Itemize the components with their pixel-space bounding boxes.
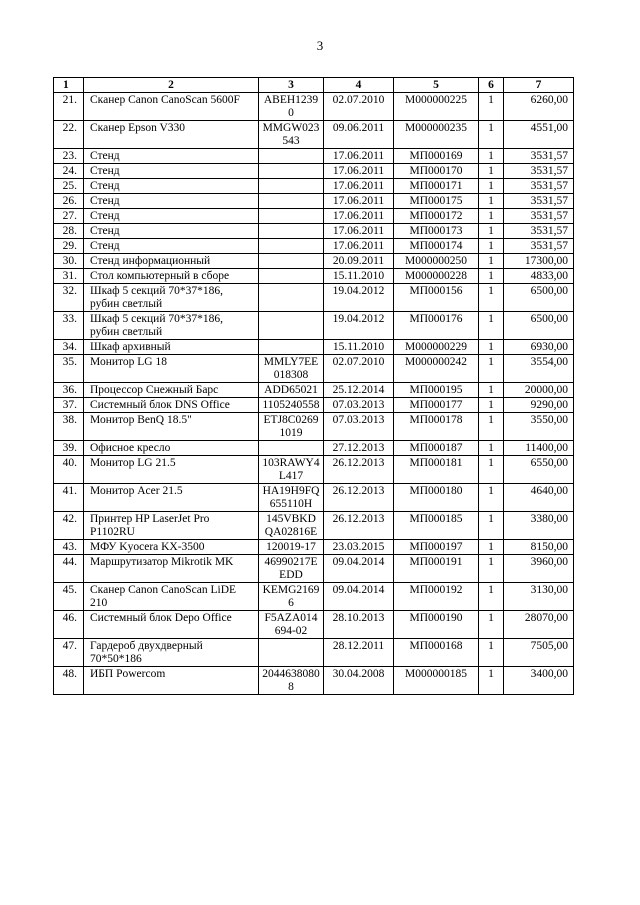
serial-number: MMGW023543 xyxy=(259,121,324,149)
table-row xyxy=(54,456,574,484)
item-name: Системный блок Depo Office xyxy=(84,611,259,639)
item-name: Стенд xyxy=(84,179,259,194)
inventory-code: МП000197 xyxy=(394,540,479,555)
quantity: 1 xyxy=(479,667,504,695)
serial-number: 120019-17 xyxy=(259,540,324,555)
item-name: Сканер Canon CanoScan LiDE 210 xyxy=(84,583,259,611)
quantity: 1 xyxy=(479,164,504,179)
row-number: 23. xyxy=(54,149,84,164)
table-row xyxy=(54,340,574,355)
inventory-code: М000000242 xyxy=(394,355,479,383)
acquisition-date: 30.04.2008 xyxy=(324,667,394,695)
inventory-code: МП000195 xyxy=(394,383,479,398)
item-name: Шкаф 5 секций 70*37*186, рубин светлый xyxy=(84,312,259,340)
acquisition-date: 07.03.2013 xyxy=(324,398,394,413)
inventory-code: МП000170 xyxy=(394,164,479,179)
serial-number: 20446380808 xyxy=(259,667,324,695)
price: 6500,00 xyxy=(504,284,574,312)
quantity: 1 xyxy=(479,121,504,149)
table-row xyxy=(54,441,574,456)
price: 3531,57 xyxy=(504,179,574,194)
column-header: 1 xyxy=(54,78,84,93)
row-number: 41. xyxy=(54,484,84,512)
serial-number: 145VBKDQA02816E xyxy=(259,512,324,540)
serial-number: 1105240558 xyxy=(259,398,324,413)
acquisition-date: 28.12.2011 xyxy=(324,639,394,667)
page-number: 3 xyxy=(316,38,324,53)
serial-number: ETJ8C02691019 xyxy=(259,413,324,441)
row-number: 34. xyxy=(54,340,84,355)
inventory-code: М000000228 xyxy=(394,269,479,284)
quantity: 1 xyxy=(479,239,504,254)
row-number: 26. xyxy=(54,194,84,209)
inventory-code: МП000168 xyxy=(394,639,479,667)
table-row xyxy=(54,611,574,639)
quantity: 1 xyxy=(479,269,504,284)
price: 3531,57 xyxy=(504,194,574,209)
inventory-code: М000000235 xyxy=(394,121,479,149)
column-header: 2 xyxy=(84,78,259,93)
price: 28070,00 xyxy=(504,611,574,639)
acquisition-date: 26.12.2013 xyxy=(324,512,394,540)
quantity: 1 xyxy=(479,611,504,639)
item-name: Маршрутизатор Mikrotik MK xyxy=(84,555,259,583)
table-row xyxy=(54,484,574,512)
table-row xyxy=(54,540,574,555)
serial-number xyxy=(259,269,324,284)
column-header: 6 xyxy=(479,78,504,93)
price: 11400,00 xyxy=(504,441,574,456)
serial-number: KEMG21696 xyxy=(259,583,324,611)
item-name: Сканер Canon CanoScan 5600F xyxy=(84,93,259,121)
acquisition-date: 17.06.2011 xyxy=(324,224,394,239)
price: 3531,57 xyxy=(504,209,574,224)
quantity: 1 xyxy=(479,340,504,355)
price: 9290,00 xyxy=(504,398,574,413)
price: 3531,57 xyxy=(504,224,574,239)
item-name: Стенд xyxy=(84,149,259,164)
row-number: 45. xyxy=(54,583,84,611)
inventory-code: МП000173 xyxy=(394,224,479,239)
quantity: 1 xyxy=(479,149,504,164)
quantity: 1 xyxy=(479,540,504,555)
table-row xyxy=(54,164,574,179)
inventory-code: М000000229 xyxy=(394,340,479,355)
row-number: 42. xyxy=(54,512,84,540)
inventory-code: МП000176 xyxy=(394,312,479,340)
quantity: 1 xyxy=(479,194,504,209)
price: 3400,00 xyxy=(504,667,574,695)
serial-number: ABEH12390 xyxy=(259,93,324,121)
row-number: 43. xyxy=(54,540,84,555)
inventory-code: МП000185 xyxy=(394,512,479,540)
serial-number xyxy=(259,254,324,269)
item-name: Шкаф архивный xyxy=(84,340,259,355)
row-number: 28. xyxy=(54,224,84,239)
serial-number xyxy=(259,312,324,340)
table-row xyxy=(54,512,574,540)
table-row xyxy=(54,355,574,383)
table-row xyxy=(54,583,574,611)
price: 7505,00 xyxy=(504,639,574,667)
table-row xyxy=(54,639,574,667)
quantity: 1 xyxy=(479,413,504,441)
serial-number xyxy=(259,224,324,239)
price: 6550,00 xyxy=(504,456,574,484)
quantity: 1 xyxy=(479,441,504,456)
table-row xyxy=(54,555,574,583)
serial-number: F5AZA014694-02 xyxy=(259,611,324,639)
serial-number xyxy=(259,441,324,456)
price: 3960,00 xyxy=(504,555,574,583)
table-row xyxy=(54,194,574,209)
serial-number xyxy=(259,209,324,224)
table-row xyxy=(54,149,574,164)
table-row xyxy=(54,312,574,340)
table-row xyxy=(54,239,574,254)
quantity: 1 xyxy=(479,209,504,224)
item-name: Стенд xyxy=(84,194,259,209)
serial-number: 103RAWY4L417 xyxy=(259,456,324,484)
quantity: 1 xyxy=(479,254,504,269)
inventory-code: МП000171 xyxy=(394,179,479,194)
price: 4640,00 xyxy=(504,484,574,512)
inventory-code: МП000187 xyxy=(394,441,479,456)
row-number: 48. xyxy=(54,667,84,695)
item-name: Системный блок DNS Office xyxy=(84,398,259,413)
row-number: 47. xyxy=(54,639,84,667)
item-name: Монитор LG 21.5 xyxy=(84,456,259,484)
serial-number xyxy=(259,194,324,209)
item-name: Стенд xyxy=(84,164,259,179)
acquisition-date: 02.07.2010 xyxy=(324,93,394,121)
quantity: 1 xyxy=(479,456,504,484)
row-number: 37. xyxy=(54,398,84,413)
inventory-table xyxy=(53,77,574,695)
row-number: 22. xyxy=(54,121,84,149)
inventory-code: МП000169 xyxy=(394,149,479,164)
acquisition-date: 23.03.2015 xyxy=(324,540,394,555)
price: 3531,57 xyxy=(504,239,574,254)
inventory-code: МП000172 xyxy=(394,209,479,224)
serial-number: 46990217EEDD xyxy=(259,555,324,583)
item-name: Процессор Снежный Барс xyxy=(84,383,259,398)
acquisition-date: 17.06.2011 xyxy=(324,209,394,224)
item-name: Стенд xyxy=(84,224,259,239)
serial-number xyxy=(259,284,324,312)
table-row xyxy=(54,179,574,194)
table-row xyxy=(54,284,574,312)
serial-number xyxy=(259,179,324,194)
price: 8150,00 xyxy=(504,540,574,555)
acquisition-date: 25.12.2014 xyxy=(324,383,394,398)
row-number: 44. xyxy=(54,555,84,583)
table-row xyxy=(54,383,574,398)
price: 6930,00 xyxy=(504,340,574,355)
price: 17300,00 xyxy=(504,254,574,269)
table-row xyxy=(54,398,574,413)
quantity: 1 xyxy=(479,284,504,312)
row-number: 35. xyxy=(54,355,84,383)
acquisition-date: 26.12.2013 xyxy=(324,456,394,484)
acquisition-date: 17.06.2011 xyxy=(324,239,394,254)
item-name: Монитор LG 18 xyxy=(84,355,259,383)
item-name: Гардероб двухдверный 70*50*186 xyxy=(84,639,259,667)
serial-number: HA19H9FQ655110H xyxy=(259,484,324,512)
inventory-code: МП000192 xyxy=(394,583,479,611)
table-row xyxy=(54,269,574,284)
acquisition-date: 20.09.2011 xyxy=(324,254,394,269)
inventory-code: МП000177 xyxy=(394,398,479,413)
acquisition-date: 28.10.2013 xyxy=(324,611,394,639)
serial-number: ADD65021 xyxy=(259,383,324,398)
table-row xyxy=(54,254,574,269)
quantity: 1 xyxy=(479,639,504,667)
column-header: 3 xyxy=(259,78,324,93)
price: 3531,57 xyxy=(504,164,574,179)
acquisition-date: 02.07.2010 xyxy=(324,355,394,383)
item-name: ИБП Powercom xyxy=(84,667,259,695)
item-name: Шкаф 5 секций 70*37*186, рубин светлый xyxy=(84,284,259,312)
price: 3130,00 xyxy=(504,583,574,611)
serial-number xyxy=(259,164,324,179)
row-number: 32. xyxy=(54,284,84,312)
serial-number xyxy=(259,239,324,254)
acquisition-date: 19.04.2012 xyxy=(324,284,394,312)
quantity: 1 xyxy=(479,484,504,512)
inventory-code: МП000191 xyxy=(394,555,479,583)
acquisition-date: 09.06.2011 xyxy=(324,121,394,149)
inventory-code: М000000225 xyxy=(394,93,479,121)
inventory-code: МП000190 xyxy=(394,611,479,639)
table-row xyxy=(54,93,574,121)
row-number: 46. xyxy=(54,611,84,639)
item-name: Монитор BenQ 18.5" xyxy=(84,413,259,441)
inventory-code: МП000180 xyxy=(394,484,479,512)
table-header-row xyxy=(54,78,574,93)
inventory-code: МП000178 xyxy=(394,413,479,441)
price: 6500,00 xyxy=(504,312,574,340)
serial-number xyxy=(259,149,324,164)
item-name: Сканер Epson V330 xyxy=(84,121,259,149)
serial-number: MMLY7EE018308 xyxy=(259,355,324,383)
table-row xyxy=(54,413,574,441)
acquisition-date: 17.06.2011 xyxy=(324,149,394,164)
quantity: 1 xyxy=(479,312,504,340)
serial-number xyxy=(259,340,324,355)
row-number: 31. xyxy=(54,269,84,284)
row-number: 39. xyxy=(54,441,84,456)
acquisition-date: 09.04.2014 xyxy=(324,583,394,611)
inventory-code: МП000181 xyxy=(394,456,479,484)
item-name: Стенд xyxy=(84,209,259,224)
table-row xyxy=(54,224,574,239)
acquisition-date: 19.04.2012 xyxy=(324,312,394,340)
table-row xyxy=(54,121,574,149)
acquisition-date: 09.04.2014 xyxy=(324,555,394,583)
column-header: 4 xyxy=(324,78,394,93)
item-name: МФУ Kyocera KX-3500 xyxy=(84,540,259,555)
acquisition-date: 26.12.2013 xyxy=(324,484,394,512)
quantity: 1 xyxy=(479,355,504,383)
item-name: Принтер HP LaserJet Pro P1102RU xyxy=(84,512,259,540)
row-number: 40. xyxy=(54,456,84,484)
item-name: Офисное кресло xyxy=(84,441,259,456)
inventory-code: МП000174 xyxy=(394,239,479,254)
row-number: 30. xyxy=(54,254,84,269)
row-number: 27. xyxy=(54,209,84,224)
row-number: 33. xyxy=(54,312,84,340)
quantity: 1 xyxy=(479,398,504,413)
table-row xyxy=(54,667,574,695)
serial-number xyxy=(259,639,324,667)
row-number: 38. xyxy=(54,413,84,441)
inventory-code: М000000250 xyxy=(394,254,479,269)
acquisition-date: 17.06.2011 xyxy=(324,179,394,194)
price: 3550,00 xyxy=(504,413,574,441)
row-number: 21. xyxy=(54,93,84,121)
column-header: 7 xyxy=(504,78,574,93)
inventory-code: МП000175 xyxy=(394,194,479,209)
quantity: 1 xyxy=(479,383,504,398)
item-name: Стенд xyxy=(84,239,259,254)
item-name: Стол компьютерный в сборе xyxy=(84,269,259,284)
row-number: 29. xyxy=(54,239,84,254)
quantity: 1 xyxy=(479,224,504,239)
row-number: 25. xyxy=(54,179,84,194)
inventory-code: М000000185 xyxy=(394,667,479,695)
quantity: 1 xyxy=(479,512,504,540)
acquisition-date: 15.11.2010 xyxy=(324,269,394,284)
item-name: Стенд информационный xyxy=(84,254,259,269)
acquisition-date: 17.06.2011 xyxy=(324,164,394,179)
inventory-code: МП000156 xyxy=(394,284,479,312)
row-number: 36. xyxy=(54,383,84,398)
acquisition-date: 17.06.2011 xyxy=(324,194,394,209)
quantity: 1 xyxy=(479,555,504,583)
price: 20000,00 xyxy=(504,383,574,398)
table-row xyxy=(54,209,574,224)
quantity: 1 xyxy=(479,583,504,611)
price: 3554,00 xyxy=(504,355,574,383)
price: 6260,00 xyxy=(504,93,574,121)
price: 3531,57 xyxy=(504,149,574,164)
price: 4833,00 xyxy=(504,269,574,284)
acquisition-date: 15.11.2010 xyxy=(324,340,394,355)
acquisition-date: 07.03.2013 xyxy=(324,413,394,441)
quantity: 1 xyxy=(479,93,504,121)
item-name: Монитор Acer 21.5 xyxy=(84,484,259,512)
price: 4551,00 xyxy=(504,121,574,149)
price: 3380,00 xyxy=(504,512,574,540)
acquisition-date: 27.12.2013 xyxy=(324,441,394,456)
row-number: 24. xyxy=(54,164,84,179)
column-header: 5 xyxy=(394,78,479,93)
quantity: 1 xyxy=(479,179,504,194)
